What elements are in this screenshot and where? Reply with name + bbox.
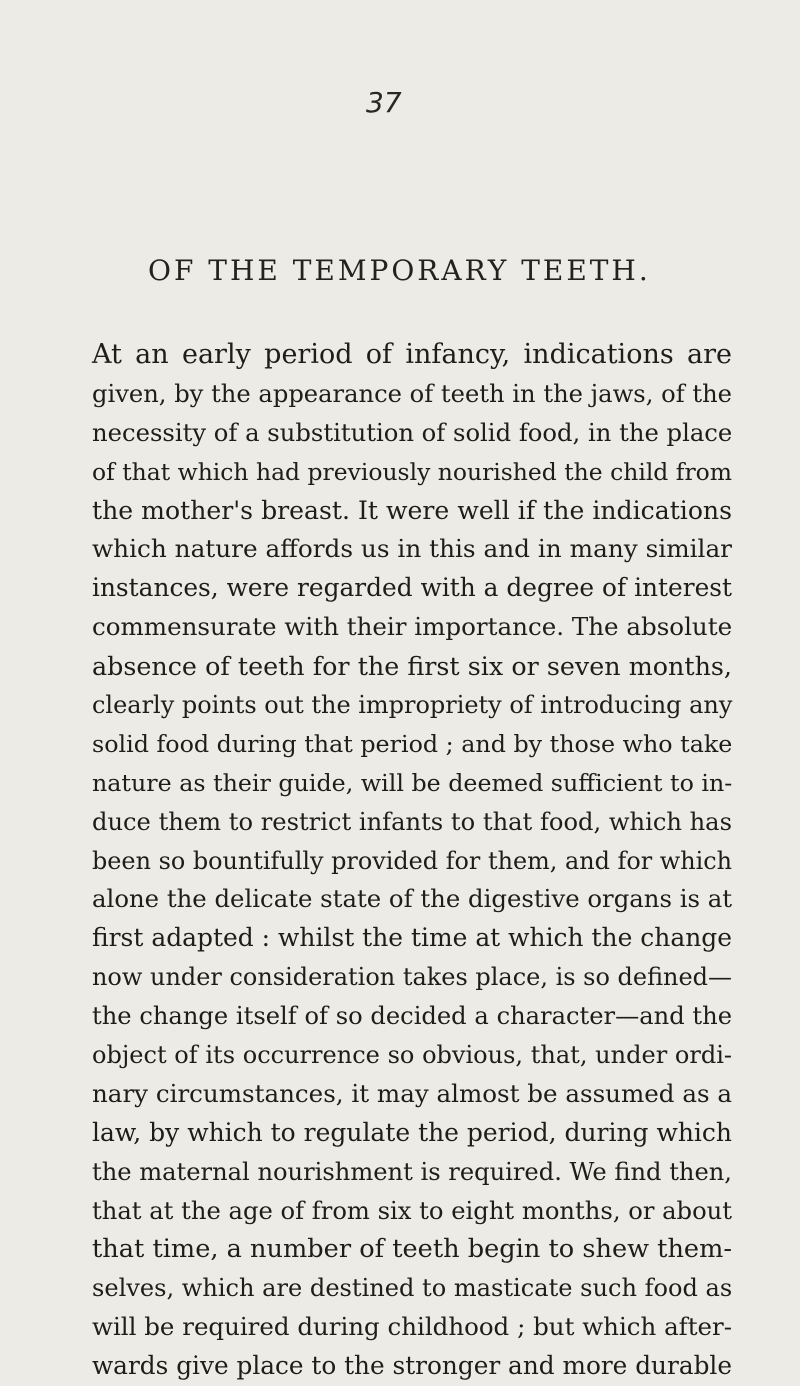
text-line: the mother's breast. It were well if the indications: [92, 495, 732, 525]
text-line: will be required during childhood ; but which after-: [92, 1312, 732, 1342]
chapter-heading: OF THE TEMPORARY TEETH.: [148, 254, 651, 287]
text-line: clearly points out the impropriety of introducing any: [92, 691, 733, 720]
text-line: that at the age of from six to eight months, or about: [92, 1195, 733, 1225]
text-line: given, by the appearance of teeth in the jaws, of the: [92, 379, 732, 408]
text-line: now under consideration takes place, is so defined—: [92, 963, 732, 992]
text-line: At an early period of infancy, indications are: [92, 339, 732, 370]
page-number: 37: [366, 86, 402, 119]
text-line: of that which had previously nourished the child from: [92, 457, 732, 486]
text-line: alone the delicate state of the digestive organs is at: [92, 884, 733, 914]
text-line: nary circumstances, it may almost be assumed as a: [92, 1078, 732, 1108]
text-line: first adapted : whilst the time at which the change: [92, 923, 732, 953]
text-line: the maternal nourishment is required. We find then,: [92, 1157, 732, 1186]
body-paragraph: [92, 336, 732, 1386]
text-line: necessity of a substitution of solid food, in the place: [92, 417, 733, 447]
text-line: the change itself of so decided a character—and the: [92, 1002, 732, 1031]
text-line: object of its occurrence so obvious, that, under ordi-: [92, 1041, 732, 1070]
text-line: nature as their guide, will be deemed sufficient to in-: [92, 768, 733, 797]
text-line: solid food during that period ; and by those who take: [92, 729, 733, 758]
text-line: wards give place to the stronger and more durable: [92, 1351, 732, 1381]
text-line: absence of teeth for the first six or seven months,: [92, 651, 732, 682]
text-line: instances, were regarded with a degree of interest: [92, 573, 732, 603]
text-line: been so bountifully provided for them, and for which: [92, 846, 732, 875]
text-line: selves, which are destined to masticate such food as: [92, 1274, 733, 1303]
text-line: that time, a number of teeth begin to shew them-: [92, 1234, 732, 1265]
text-line: law, by which to regulate the period, during which: [92, 1117, 732, 1147]
text-line: duce them to restrict infants to that food, which has: [92, 807, 732, 836]
text-line: which nature affords us in this and in many similar: [92, 534, 732, 564]
text-line: commensurate with their importance. The absolute: [92, 612, 733, 642]
